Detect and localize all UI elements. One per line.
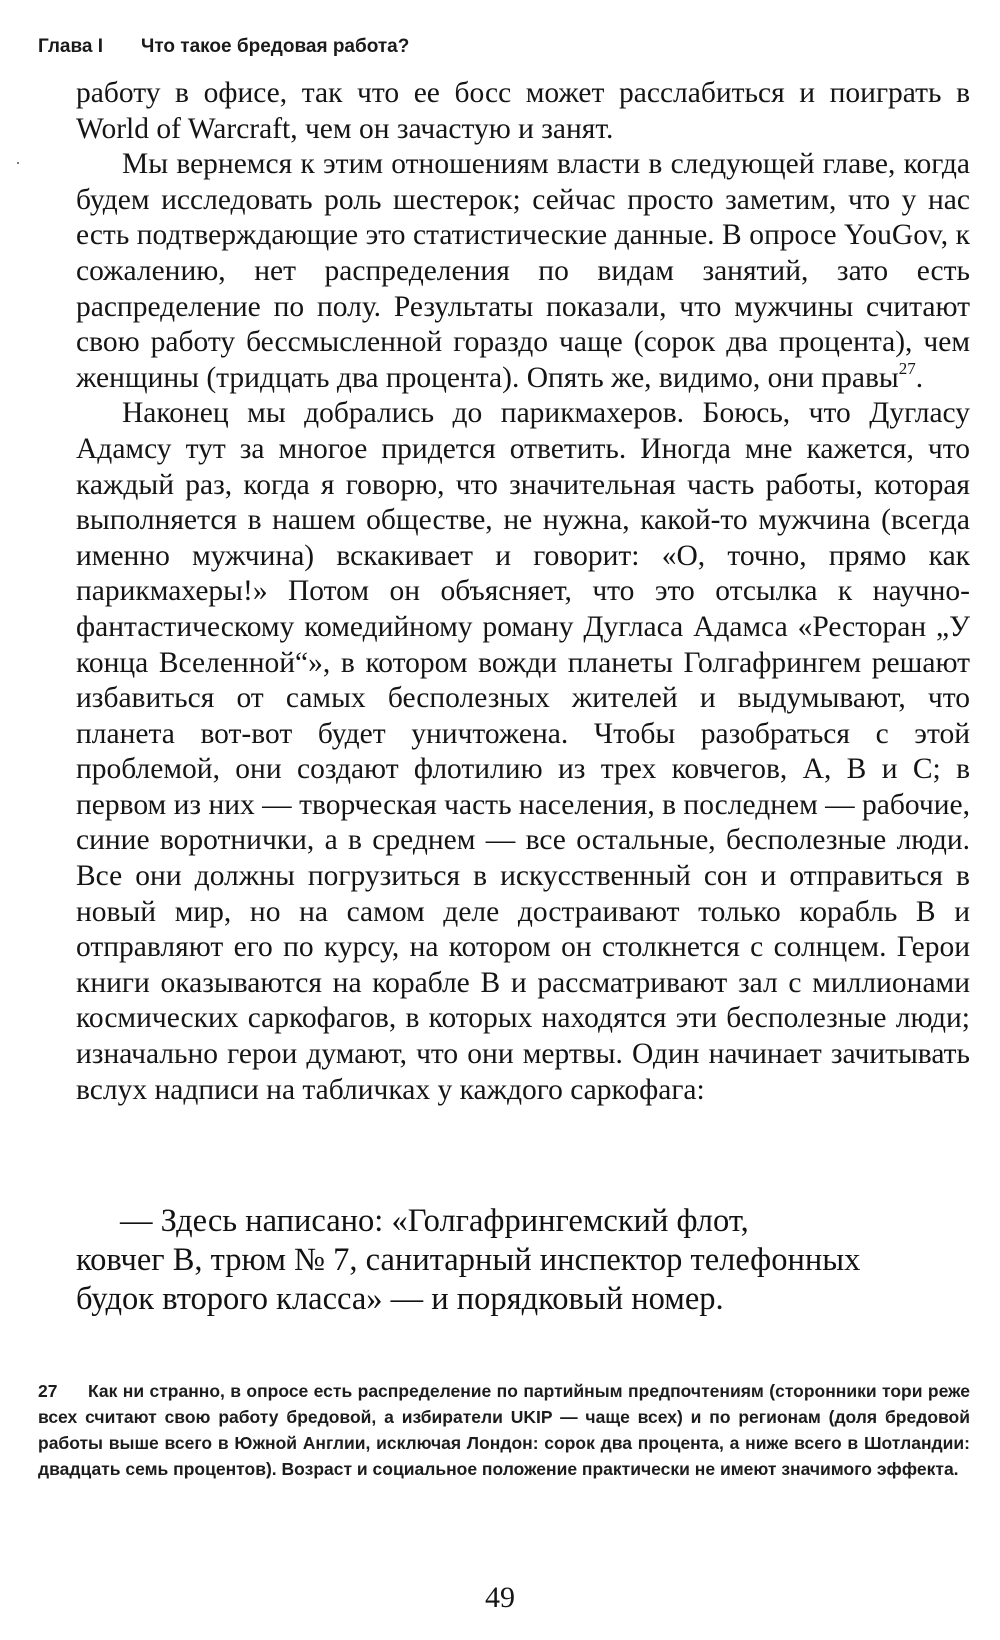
chapter-title: Что такое бредовая работа? — [141, 36, 410, 57]
quote-line-2: ковчег В, трюм № 7, санитарный инспектор телефонных — [76, 1242, 861, 1278]
page-number: 49 — [485, 1581, 515, 1614]
paragraph-2 — [76, 147, 970, 396]
footnote-reference[interactable]: 27 — [898, 358, 916, 378]
paragraph-2-end: . — [915, 361, 924, 394]
paragraph-1: работу в офисе, так что ее босс может расслабиться и поиграть в World of Warcraft, чем он зачастую и занят. — [76, 77, 970, 145]
quote-line-3: будок второго класса» — и порядковый номер. — [76, 1281, 724, 1317]
footnote-text: Как ни странно, в опросе есть распределение по партийным предпочтениям (сторонники тори реже всех считают свою работу бредовой, а избиратели UKIP — чаще всех) и по регионам (доля бредовой работы выше всего в Южной Англии, исключая Лондон: сорок два процента, а ниже всего в Шотландии: двадцать семь процентов). Возраст и социальное положение практически не имеют значимого эффекта. — [38, 1381, 970, 1479]
chapter-label: Глава I — [38, 36, 104, 57]
main-text — [76, 76, 970, 1108]
scan-speck — [17, 162, 19, 164]
paragraph-2-text: Мы вернемся к этим отношениям власти в следующей главе, когда будем исследовать роль шестерок; сейчас просто заметим, что у нас есть подтверждающие это статистические данные. В опросе YouGov, к сожалению, нет распределения по видам занятий, зато есть распределение по полу. Результаты показали, что мужчины считают свою работу бессмысленной гораздо чаще (сорок два процента), чем женщины (тридцать два процента). Опять же, видимо, они правы — [76, 148, 970, 394]
footnote — [38, 1378, 970, 1482]
block-quote — [76, 1202, 970, 1319]
footnote-number: 27 — [38, 1381, 58, 1401]
quote-line-1: — Здесь написано: «Голгафрингемский флот, — [120, 1203, 749, 1239]
running-header — [38, 36, 409, 58]
paragraph-3: Наконец мы добрались до парикмахеров. Боюсь, что Дугласу Адамсу тут за многое придется ответить. Иногда мне кажется, что каждый раз, когда я говорю, что значительная часть работы, которая выполняется в нашем обществе, не нужна, какой-то мужчина (всегда именно мужчина) вскакивает и говорит: «О, точно, прямо как парикмахеры!» Потом он объясняет, что это отсылка к научно-фантастическому комедийному роману Дугласа Адамса «Ресторан „У конца Вселенной“», в котором вожди планеты Голгафрингем решают избавиться от самых бесполезных жителей и выдумывают, что планета вот-вот будет уничтожена. Чтобы разобраться с этой проблемой, они создают флотилию из трех ковчегов, А, В и С; в первом из них — творческая часть населения, в последнем — рабочие, синие воротнички, а в среднем — все остальные, бесполезные люди. Все они должны погрузиться в искусственный сон и отправиться в новый мир, но на самом деле достраивают только корабль В и отправляют его по курсу, на котором он столкнется с солнцем. Герои книги оказываются на корабле В и рассматривают зал с миллионами космических саркофагов, в которых находятся эти бесполезные люди; изначально герои думают, что они мертвы. Один начинает зачитывать вслух надписи на табличках у каждого саркофага: — [76, 397, 970, 1106]
